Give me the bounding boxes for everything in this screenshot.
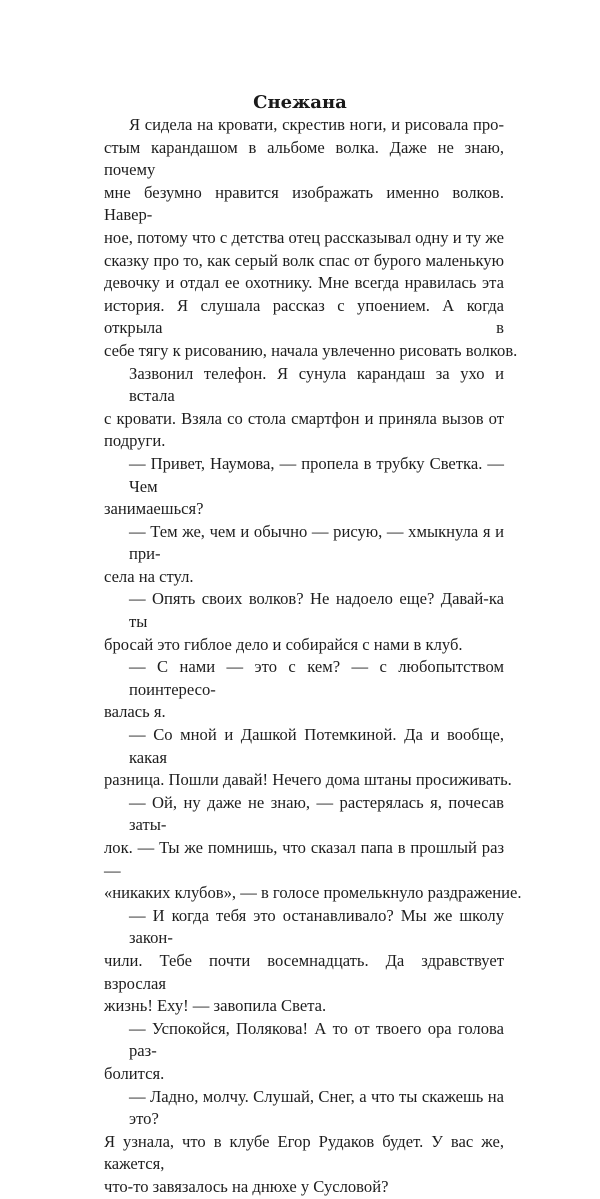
text-line: жизнь! Еху! — завопила Света.: [104, 996, 327, 1016]
text-line: — Опять своих волков? Не надоело еще? Давай-ка ты: [129, 589, 504, 632]
text-line: разница. Пошли давай! Нечего дома штаны просиживать.: [104, 770, 512, 790]
text-line: — Ладно, молчу. Слушай, Снег, а что ты скажешь на это?: [129, 1086, 504, 1129]
text-line: себе тягу к рисованию, начала увлеченно рисовать волков.: [104, 340, 518, 360]
text-line: болится.: [104, 1063, 165, 1083]
text-line: — Успокойся, Полякова! А то от твоего ора голова раз-: [129, 1018, 504, 1061]
chapter-text: [104, 114, 522, 1199]
text-line: сказку про то, как серый волк спас от бурого маленькую: [104, 250, 504, 270]
text-line: Зазвонил телефон. Я сунула карандаш за ухо и встала: [129, 363, 504, 406]
text-line: — Со мной и Дашкой Потемкиной. Да и вообще, какая: [129, 725, 504, 767]
text-line: Я сидела на кровати, скрестив ноги, и рисовала про-: [129, 115, 504, 134]
text-line: занимаешься?: [104, 499, 204, 519]
text-line: ное, потому что с детства отец рассказывал одну и ту же: [104, 227, 504, 247]
text-line: — Ой, ну даже не знаю, — растерялась я, почесав заты-: [129, 792, 504, 835]
text-line: — С нами — это с кем? — с любопытством поинтересо-: [129, 657, 504, 699]
text-line: Я узнала, что в клубе Егор Рудаков будет. У вас же, кажется,: [104, 1131, 504, 1174]
text-line: мне безумно нравится изображать именно волков. Навер-: [104, 182, 504, 225]
text-line: девочку и отдал ее охотнику. Мне всегда нравилась эта: [104, 273, 504, 293]
text-line: стым карандашом в альбоме волка. Даже не знаю, почему: [104, 137, 504, 180]
text-line: валась я.: [104, 702, 166, 722]
text-line: что-то завязалось на днюхе у Сусловой?: [104, 1176, 389, 1196]
text-line: лок. — Ты же помнишь, что сказал папа в прошлый раз —: [104, 838, 504, 880]
text-line: подруги.: [104, 431, 166, 451]
text-line: «никаких клубов», — в голосе промелькнуло раздражение.: [104, 883, 522, 903]
text-line: бросай это гиблое дело и собирайся с нами в клуб.: [104, 634, 463, 654]
text-line: села на стул.: [104, 566, 194, 586]
text-line: с кровати. Взяла со стола смартфон и приняла вызов от: [104, 408, 504, 428]
text-line: — Тем же, чем и обычно — рисую, — хмыкнула я и при-: [129, 521, 504, 564]
text-line: чили. Тебе почти восемнадцать. Да здравствует взрослая: [104, 950, 504, 993]
text-line: — И когда тебя это останавливало? Мы же школу закон-: [129, 905, 504, 948]
text-line: — Привет, Наумова, — пропела в трубку Светка. — Чем: [129, 453, 504, 496]
chapter-title: Снежана: [253, 92, 347, 113]
text-line: история. Я слушала рассказ с упоением. А когда открыла в: [104, 295, 504, 338]
